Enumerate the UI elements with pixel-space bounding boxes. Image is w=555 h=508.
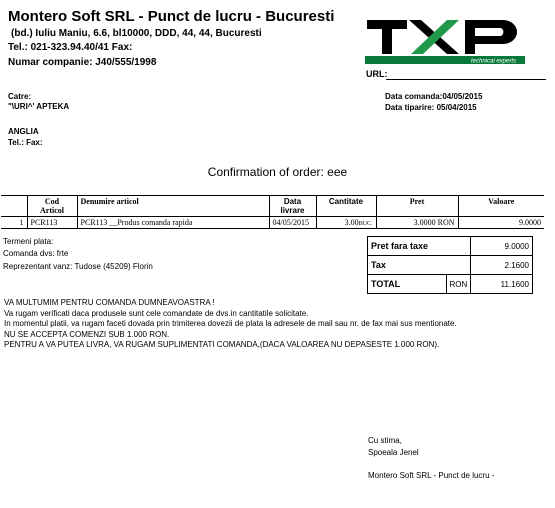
company-logo	[365, 16, 525, 64]
row-nr: 1	[1, 217, 27, 229]
header-price: Pret	[376, 196, 458, 217]
net-label: Pret fara taxe	[368, 237, 471, 256]
signature-person: Spoeala Jenel	[368, 448, 419, 457]
header-qty: Cantitate	[316, 196, 376, 217]
note-thanks: VA MULTUMIM PENTRU COMANDA DUMNEAVOASTRA !	[4, 298, 215, 307]
header-value: Valoare	[458, 196, 544, 217]
header-code-line2: Articol	[40, 206, 64, 215]
tax-label: Tax	[368, 256, 471, 275]
note-payment: In momentul platii, va rugam faceti dovada prin trimiterea dovezii de plata la adresele de mail sau nr. de fax mai sus mentionate.	[4, 319, 457, 328]
totals-row-tax	[368, 256, 533, 275]
header-date	[269, 196, 316, 217]
note-minimum: NU SE ACCEPTA COMENZI SUB 1.000 RON.	[4, 329, 170, 339]
client-label: Catre:	[8, 92, 32, 101]
company-phone: Tel.: 021-323.94.40/41 Fax:	[8, 42, 133, 53]
row-qty-unit: BUC.	[358, 221, 373, 227]
signature-company: Montero Soft SRL - Punct de lucru -	[368, 471, 495, 480]
company-reg-number: Numar companie: J40/555/1998	[8, 57, 157, 68]
confirmation-title: Confirmation of order: eee	[207, 165, 348, 179]
client-country: ANGLIA	[8, 127, 39, 136]
row-qty	[316, 217, 376, 229]
net-value: 9.0000	[471, 237, 533, 256]
company-name: Montero Soft SRL - Punct de lucru - Bucuresti	[8, 8, 335, 25]
total-currency: RON	[446, 275, 471, 294]
items-table	[1, 195, 544, 229]
row-value: 9.0000	[458, 217, 544, 229]
row-qty-value: 3.00	[344, 218, 359, 227]
row-code: PCR113	[27, 217, 77, 229]
payment-terms: Termeni plata:	[3, 237, 54, 246]
row-name: PCR113 __Produs comanda rapida	[77, 217, 269, 229]
totals-row-net	[368, 237, 533, 256]
header-date-line2: livrare	[280, 206, 305, 215]
total-value: 11.1600	[471, 275, 533, 294]
totals-table	[367, 236, 533, 294]
url-underline	[386, 79, 546, 80]
client-name: "\URI^' APTEKA	[8, 102, 70, 111]
notes-block	[4, 298, 474, 351]
items-table-header	[1, 196, 544, 217]
table-row	[1, 217, 544, 229]
company-address: (bd.) Iuliu Maniu, 6.6, bl10000, DDD, 44, 44, Bucuresti	[11, 28, 262, 39]
row-price: 3.0000 RON	[376, 217, 458, 229]
tax-value: 2.1600	[471, 256, 533, 275]
header-code-line1: Cod	[44, 197, 60, 206]
order-type: Comanda dvs: frte	[3, 249, 69, 258]
header-nr	[1, 196, 27, 217]
header-date-line1: Data	[283, 197, 302, 206]
total-label: TOTAL	[368, 275, 447, 294]
client-phone: Tel.: Fax:	[8, 138, 43, 147]
header-name: Denumire articol	[77, 196, 269, 217]
signature-greeting: Cu stima,	[368, 436, 402, 445]
note-verify: Va rugam verificati daca produsele sunt cele comandate de dvs.in cantitatile solicitate.	[4, 308, 309, 318]
sales-rep: Reprezentant vanz: Tudose (45209) Florin	[3, 262, 153, 271]
print-date: Data tiparire: 05/04/2015	[385, 103, 477, 112]
header-code	[27, 196, 77, 217]
note-supplement: PENTRU A VA PUTEA LIVRA, VA RUGAM SUPLIMENTATI COMANDA,(DACA VALOAREA NU DEPASESTE 1.000 RON).	[4, 340, 440, 349]
logo-tagline: technical experts	[471, 58, 517, 64]
url-label: URL:	[366, 69, 388, 79]
totals-row-total	[368, 275, 533, 294]
row-date: 04/05/2015	[269, 217, 316, 229]
order-date: Data comanda:04/05/2015	[385, 92, 483, 101]
